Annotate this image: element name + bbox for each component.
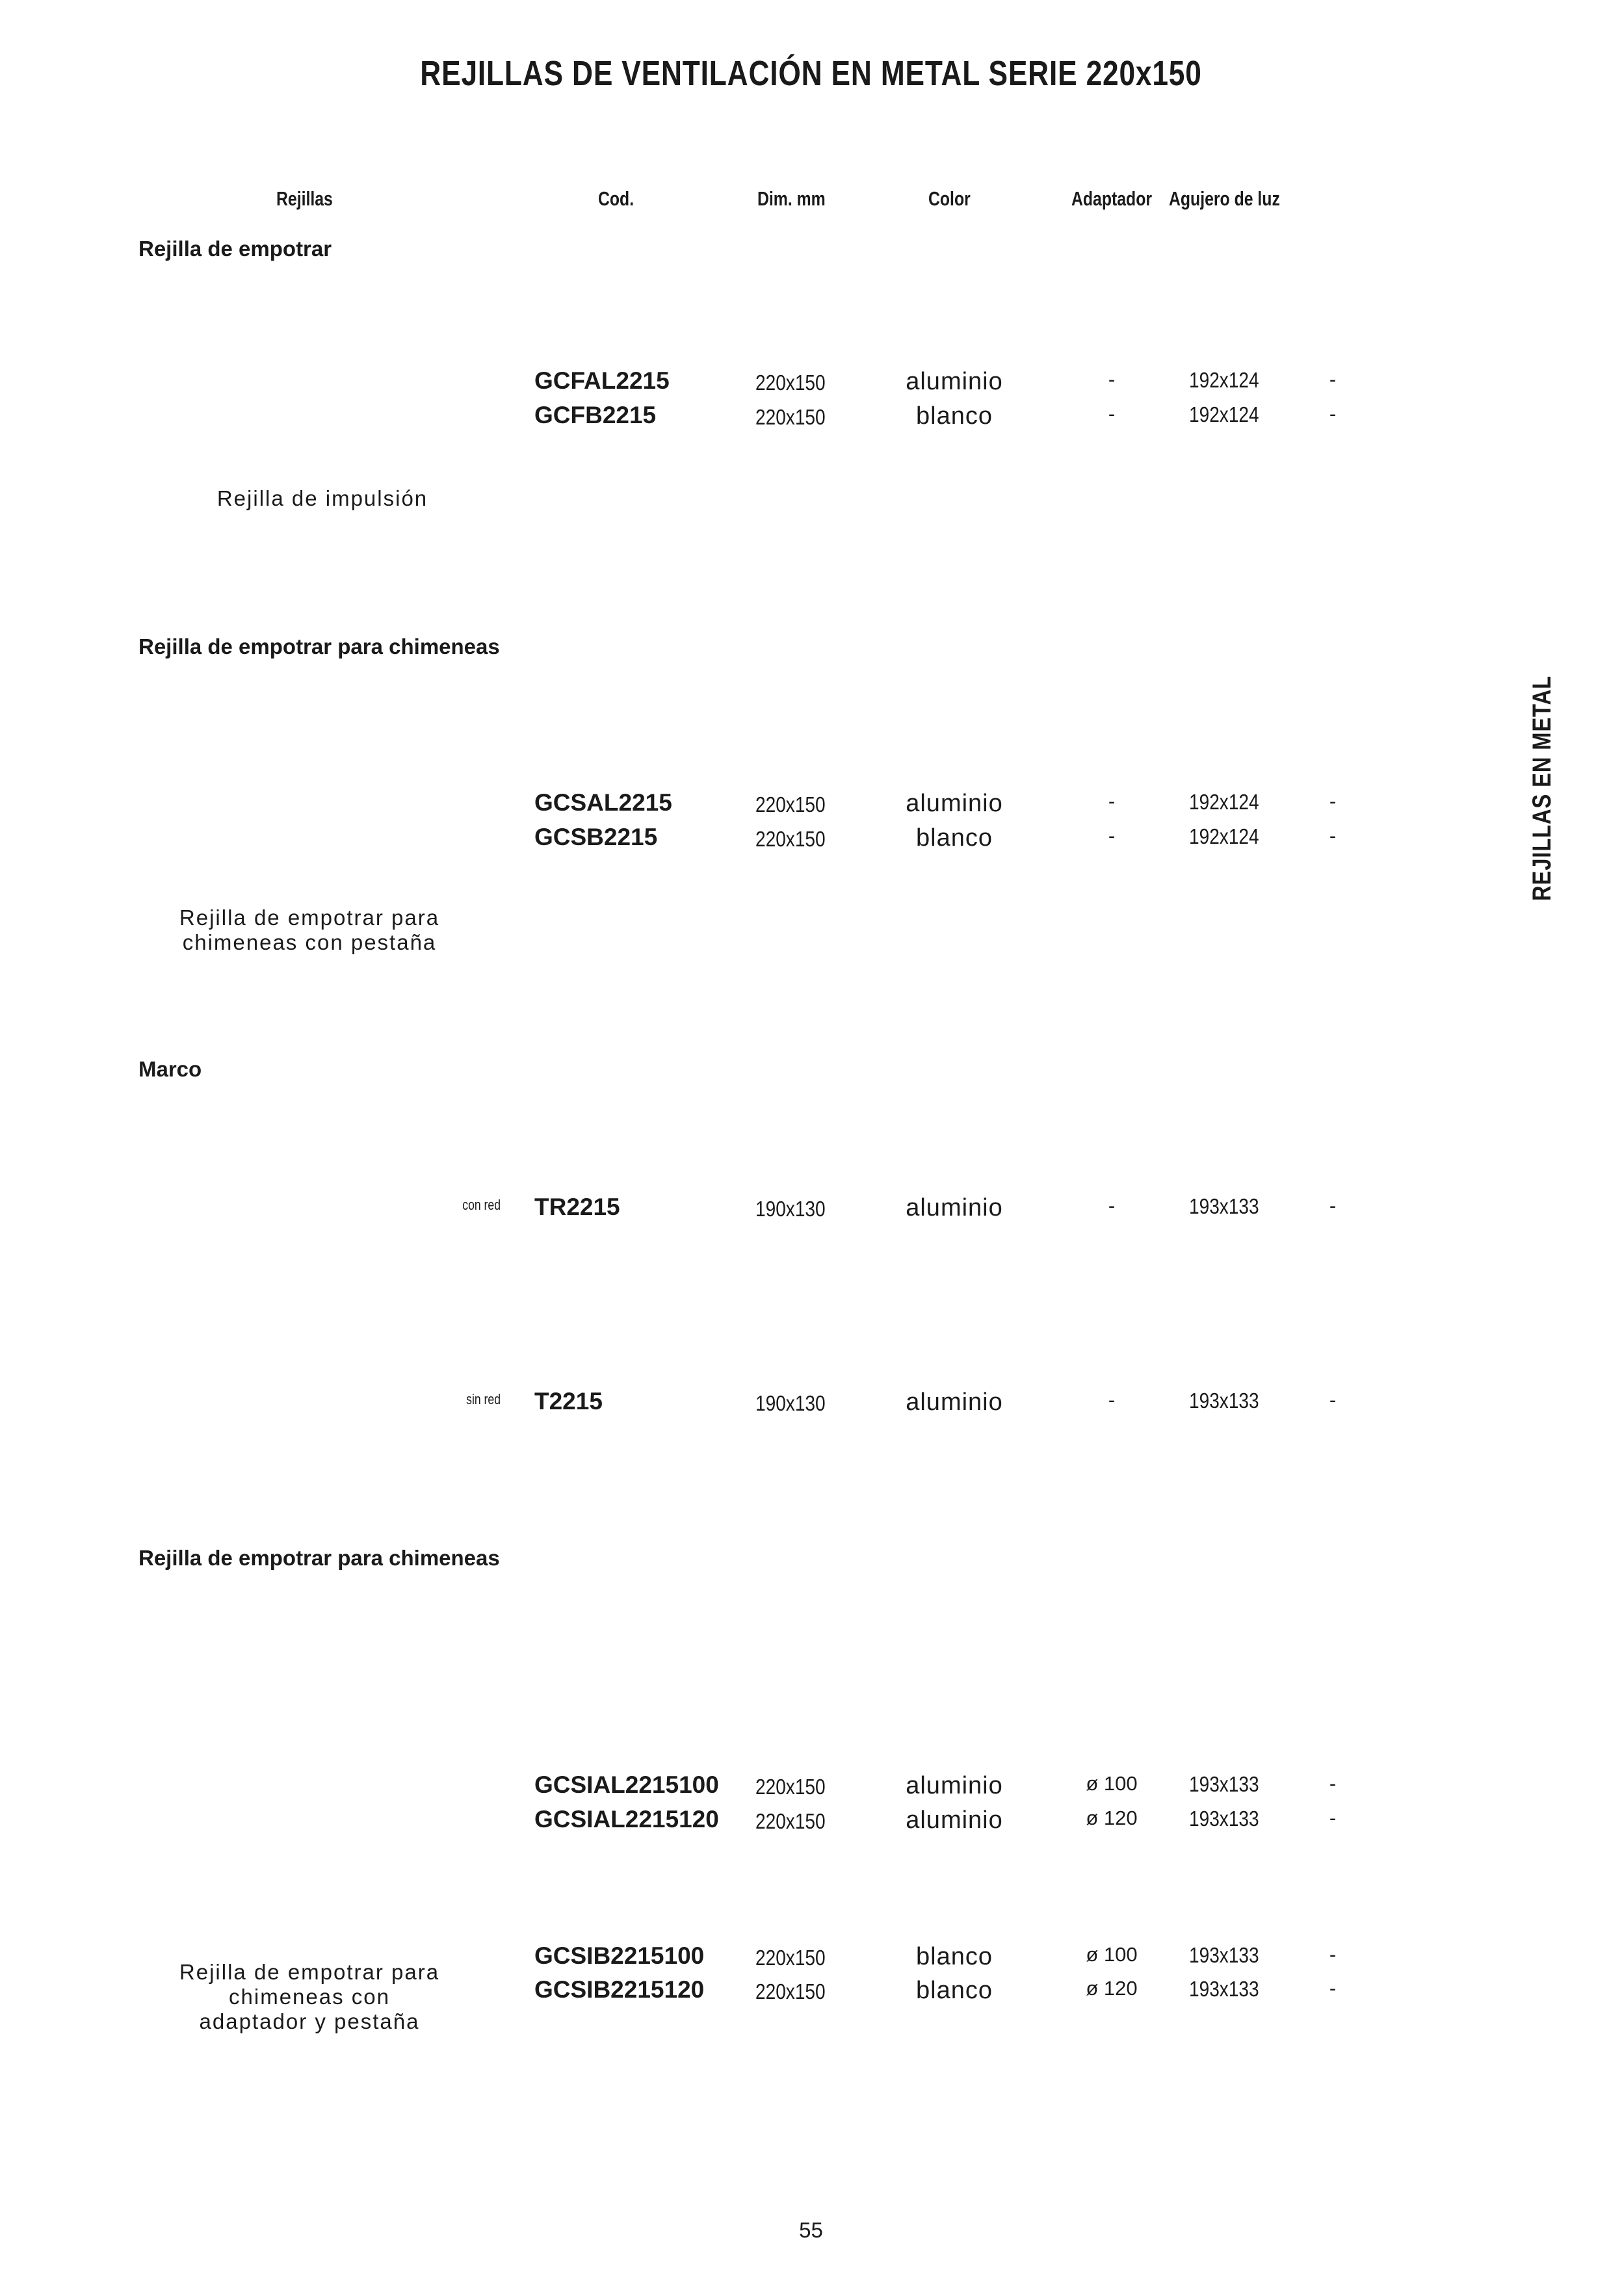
extra-value: - bbox=[1329, 790, 1337, 813]
adaptador-value: ø 100 bbox=[1086, 1943, 1138, 1966]
header-agujero: Agujero de luz bbox=[1169, 187, 1280, 210]
caption-line: Rejilla de empotrar para bbox=[179, 906, 440, 930]
color-value: aluminio bbox=[906, 1772, 1003, 1799]
product-code: GCSB2215 bbox=[534, 824, 658, 850]
caption-line: Rejilla de empotrar para bbox=[179, 1960, 440, 1984]
variant-tag: con red bbox=[462, 1197, 501, 1213]
adaptador-value: - bbox=[1108, 1194, 1116, 1217]
product-code: GCSIAL2215120 bbox=[534, 1806, 719, 1833]
adaptador-value: - bbox=[1108, 1389, 1116, 1411]
product-code: GCSIB2215100 bbox=[534, 1942, 705, 1969]
adaptador-value: ø 120 bbox=[1086, 1807, 1138, 1829]
product-code: T2215 bbox=[534, 1388, 603, 1415]
color-value: blanco bbox=[916, 824, 993, 852]
product-caption bbox=[166, 1960, 452, 2034]
agujero-value: 193x133 bbox=[1189, 1807, 1259, 1831]
extra-value: - bbox=[1329, 1977, 1337, 2000]
dimension: 190x130 bbox=[755, 1391, 826, 1415]
section-title: Rejilla de empotrar bbox=[138, 237, 332, 261]
adaptador-value: - bbox=[1108, 790, 1116, 813]
product-caption bbox=[173, 906, 446, 955]
caption-line: chimeneas con pestaña bbox=[182, 930, 437, 954]
dimension: 220x150 bbox=[755, 405, 826, 429]
color-value: aluminio bbox=[906, 790, 1003, 817]
extra-value: - bbox=[1329, 402, 1337, 425]
agujero-value: 193x133 bbox=[1189, 1977, 1259, 2001]
header-dim: Dim. mm bbox=[757, 187, 826, 210]
adaptador-value: ø 120 bbox=[1086, 1977, 1138, 2000]
header-rejillas: Rejillas bbox=[276, 187, 333, 210]
color-value: aluminio bbox=[906, 368, 1003, 395]
adaptador-value: - bbox=[1108, 368, 1116, 391]
agujero-value: 193x133 bbox=[1189, 1772, 1259, 1796]
color-value: aluminio bbox=[906, 1194, 1003, 1221]
variant-tag: sin red bbox=[466, 1391, 501, 1407]
dimension: 220x150 bbox=[755, 827, 826, 851]
page-number: 55 bbox=[799, 2218, 823, 2242]
dimension: 220x150 bbox=[755, 1979, 826, 2003]
caption-line: adaptador y pestaña bbox=[199, 2009, 420, 2033]
agujero-value: 192x124 bbox=[1189, 402, 1259, 426]
agujero-value: 193x133 bbox=[1189, 1389, 1259, 1413]
adaptador-value: ø 100 bbox=[1086, 1772, 1138, 1795]
header-cod: Cod. bbox=[598, 187, 634, 210]
agujero-value: 192x124 bbox=[1189, 824, 1259, 848]
section-title: Rejilla de empotrar para chimeneas bbox=[138, 634, 500, 659]
extra-value: - bbox=[1329, 1389, 1337, 1411]
extra-value: - bbox=[1329, 1194, 1337, 1217]
adaptador-value: - bbox=[1108, 824, 1116, 847]
product-code: GCFAL2215 bbox=[534, 367, 670, 394]
extra-value: - bbox=[1329, 1807, 1337, 1829]
color-value: blanco bbox=[916, 402, 993, 430]
product-caption bbox=[192, 486, 452, 511]
caption-line: Rejilla de impulsión bbox=[216, 486, 428, 510]
side-section-label: REJILLAS EN METAL bbox=[1528, 675, 1556, 901]
adaptador-value: - bbox=[1108, 402, 1116, 425]
color-value: blanco bbox=[916, 1943, 993, 1970]
extra-value: - bbox=[1329, 1943, 1337, 1966]
color-value: blanco bbox=[916, 1977, 993, 2004]
color-value: aluminio bbox=[906, 1807, 1003, 1834]
section-title: Marco bbox=[138, 1057, 202, 1081]
product-code: GCSAL2215 bbox=[534, 789, 672, 816]
dimension: 220x150 bbox=[755, 371, 826, 395]
header-adaptador: Adaptador bbox=[1071, 187, 1152, 210]
agujero-value: 193x133 bbox=[1189, 1194, 1259, 1218]
product-code: GCSIAL2215100 bbox=[534, 1771, 719, 1798]
color-value: aluminio bbox=[906, 1389, 1003, 1416]
dimension: 220x150 bbox=[755, 1809, 826, 1833]
extra-value: - bbox=[1329, 1772, 1337, 1795]
extra-value: - bbox=[1329, 368, 1337, 391]
agujero-value: 193x133 bbox=[1189, 1943, 1259, 1967]
dimension: 190x130 bbox=[755, 1197, 826, 1221]
product-code: TR2215 bbox=[534, 1194, 620, 1220]
agujero-value: 192x124 bbox=[1189, 368, 1259, 392]
product-code: GCSIB2215120 bbox=[534, 1976, 705, 2003]
dimension: 220x150 bbox=[755, 1775, 826, 1799]
page-title: REJILLAS DE VENTILACIÓN EN METAL SERIE 220x150 bbox=[420, 54, 1202, 93]
dimension: 220x150 bbox=[755, 1946, 826, 1970]
header-color: Color bbox=[928, 187, 971, 210]
agujero-value: 192x124 bbox=[1189, 790, 1259, 814]
dimension: 220x150 bbox=[755, 792, 826, 816]
extra-value: - bbox=[1329, 824, 1337, 847]
product-code: GCFB2215 bbox=[534, 402, 657, 428]
section-title: Rejilla de empotrar para chimeneas bbox=[138, 1546, 500, 1570]
caption-line: chimeneas con bbox=[229, 1985, 390, 2009]
